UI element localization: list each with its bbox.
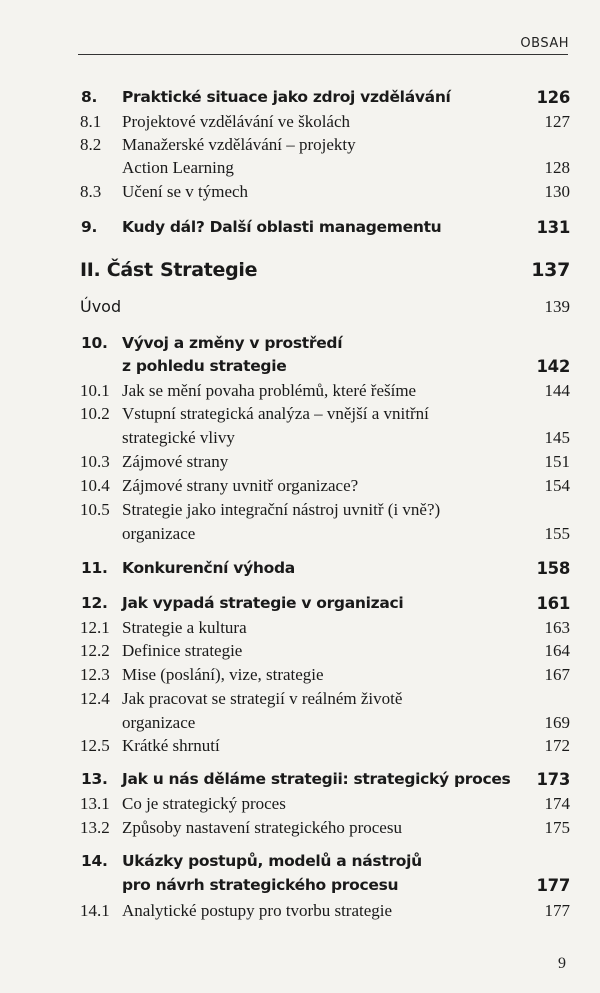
toc-entry-number: 10.3 bbox=[80, 452, 110, 471]
toc-entry-number: 8. bbox=[81, 88, 98, 106]
toc-entry-page: 163 bbox=[544, 618, 570, 637]
toc-entry-title: Praktické situace jako zdroj vzdělávání bbox=[122, 88, 451, 106]
toc-entry-title: Zájmové strany uvnitř organizace? bbox=[122, 476, 359, 495]
toc-entry-page: 164 bbox=[544, 641, 570, 660]
toc-entry-title: Definice strategie bbox=[122, 641, 243, 660]
toc-entry-title: Action Learning bbox=[122, 158, 234, 177]
toc-entry-title: Jak u nás děláme strategii: strategický proces bbox=[122, 770, 511, 788]
toc-entry-page: 173 bbox=[536, 770, 570, 789]
toc-entry-page: 137 bbox=[531, 259, 570, 281]
toc-entry-page: 177 bbox=[536, 876, 570, 895]
toc-entry-number: 12.2 bbox=[80, 641, 110, 660]
toc-entry-page: 167 bbox=[544, 665, 570, 684]
toc-entry-title: Strategie a kultura bbox=[122, 618, 247, 637]
page-number: 9 bbox=[558, 955, 566, 972]
toc-entry-page: 151 bbox=[544, 452, 570, 471]
toc-entry-title: organizace bbox=[122, 713, 196, 732]
toc-entry-number: 13.2 bbox=[80, 818, 110, 837]
toc-entry-number: 12.3 bbox=[80, 665, 110, 684]
toc-entry-title: Vstupní strategická analýza – vnější a vnitřní bbox=[122, 404, 429, 423]
toc-entry-number: 10.5 bbox=[80, 500, 110, 519]
toc-entry-title: Jak pracovat se strategií v reálném životě bbox=[122, 689, 403, 708]
toc-entry-number: 10.1 bbox=[80, 381, 110, 400]
toc-entry-page: 144 bbox=[544, 381, 570, 400]
toc-entry-page: 142 bbox=[536, 357, 570, 376]
toc-entry-title: Krátké shrnutí bbox=[122, 736, 220, 755]
toc-entry-page: 169 bbox=[544, 713, 570, 732]
toc-entry-number: 8.2 bbox=[80, 135, 102, 154]
toc-entry-number: 14. bbox=[81, 852, 108, 870]
toc-entry-title: Mise (poslání), vize, strategie bbox=[122, 665, 324, 684]
toc-entry-number: 12.4 bbox=[80, 689, 110, 708]
running-header: OBSAH bbox=[520, 36, 569, 51]
toc-entry-number: 10. bbox=[81, 334, 108, 352]
toc-entry-title: Manažerské vzdělávání – projekty bbox=[122, 135, 356, 154]
toc-entry-title: Úvod bbox=[80, 297, 122, 316]
toc-entry-page: 175 bbox=[544, 818, 570, 837]
toc-entry-number: 12. bbox=[81, 594, 108, 612]
toc-entry-title: organizace bbox=[122, 524, 196, 543]
toc-entry-title: Způsoby nastavení strategického procesu bbox=[122, 818, 402, 837]
toc-entry-title: Strategie jako integrační nástroj uvnitř (i vně?) bbox=[122, 500, 441, 519]
toc-entry-title: Konkurenční výhoda bbox=[122, 559, 295, 577]
toc-entry-title: Projektové vzdělávání ve školách bbox=[122, 112, 351, 131]
toc-entry-page: 154 bbox=[544, 476, 570, 495]
toc-entry-number: 12.5 bbox=[80, 736, 110, 755]
toc-entry-title: Kudy dál? Další oblasti managementu bbox=[122, 218, 442, 236]
toc-entry-page: 131 bbox=[536, 218, 570, 237]
toc-entry-title: pro návrh strategického procesu bbox=[122, 876, 399, 894]
toc-entry-number: 8.3 bbox=[80, 182, 102, 201]
toc-entry-page: 177 bbox=[544, 901, 570, 920]
toc-entry-number: 9. bbox=[81, 218, 98, 236]
toc-entry-number: 13. bbox=[81, 770, 108, 788]
toc-entry-page: 139 bbox=[544, 297, 570, 316]
toc-entry-number: 12.1 bbox=[80, 618, 110, 637]
toc-entry-title: Analytické postupy pro tvorbu strategie bbox=[122, 901, 393, 920]
toc-entry-number: 14.1 bbox=[80, 901, 110, 920]
toc-entry-page: 126 bbox=[536, 88, 570, 107]
toc-entry-number: 8.1 bbox=[80, 112, 102, 131]
toc-entry-page: 145 bbox=[544, 428, 570, 447]
toc-entry-number: 10.4 bbox=[80, 476, 110, 495]
toc-entry-page: 158 bbox=[536, 559, 570, 578]
toc-entry-number: II. Část bbox=[80, 259, 153, 281]
toc-entry-title: Jak vypadá strategie v organizaci bbox=[122, 594, 404, 612]
toc-entry-page: 174 bbox=[544, 794, 570, 813]
toc-entry-page: 130 bbox=[544, 182, 570, 201]
toc-entry-number: 10.2 bbox=[80, 404, 110, 423]
toc-entry-title: z pohledu strategie bbox=[122, 357, 287, 375]
toc-entry-title: Vývoj a změny v prostředí bbox=[122, 334, 343, 352]
toc-entry-title: strategické vlivy bbox=[122, 428, 235, 447]
toc-entry-page: 127 bbox=[544, 112, 570, 131]
toc-entry-number: 11. bbox=[81, 559, 108, 577]
toc-entry-title: Ukázky postupů, modelů a nástrojů bbox=[122, 852, 422, 870]
toc-entry-title: Zájmové strany bbox=[122, 452, 229, 471]
toc-entry-title: Co je strategický proces bbox=[122, 794, 286, 813]
toc-entry-title: Učení se v týmech bbox=[122, 182, 249, 201]
toc-entry-title: Jak se mění povaha problémů, které řešíme bbox=[122, 381, 417, 400]
toc-entry-page: 161 bbox=[536, 594, 570, 613]
toc-entry-page: 172 bbox=[544, 736, 570, 755]
toc-entry-title: Strategie bbox=[160, 259, 258, 281]
toc-entry-page: 155 bbox=[544, 524, 570, 543]
toc-entry-number: 13.1 bbox=[80, 794, 110, 813]
toc-entry-page: 128 bbox=[544, 158, 570, 177]
header-rule bbox=[78, 54, 568, 55]
